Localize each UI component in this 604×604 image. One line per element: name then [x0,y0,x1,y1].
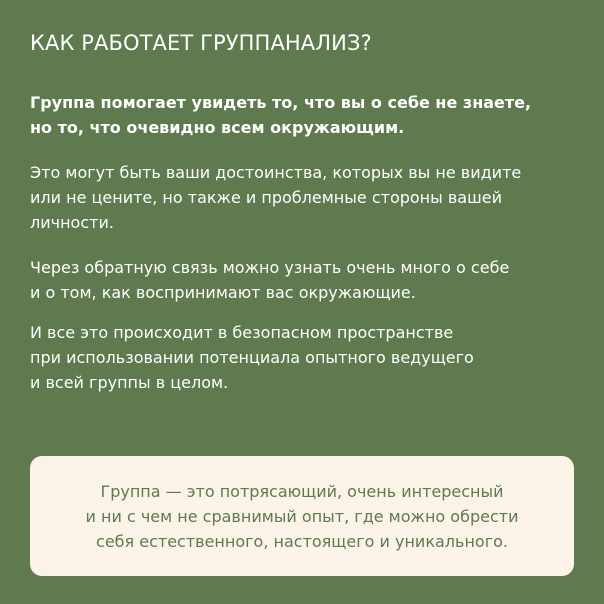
quote-line: Группа — это потрясающий, очень интересный [100,481,504,501]
paragraph-line: или не цените, но также и проблемные стороны вашей [30,188,502,207]
paragraph-line: И все это происходит в безопасном пространстве [30,323,454,342]
lead-paragraph [30,90,531,140]
lead-line: но то, что очевидно всем окружающим. [30,118,405,137]
paragraph-feedback [30,255,509,305]
page-title: КАК РАБОТАЕТ ГРУППАНАЛИЗ? [30,31,372,55]
paragraph-safe-space [30,320,474,395]
paragraph-strengths [30,160,521,235]
paragraph-line: Через обратную связь можно узнать очень много о себе [30,258,510,277]
quote-line: и ни с чем не сравнимый опыт, где можно обрести [85,506,519,526]
paragraph-line: и о том, как воспринимают вас окружающие. [30,283,416,302]
quote-line: себя естественного, настоящего и уникального. [96,531,508,551]
paragraph-line: Это могут быть ваши достоинства, которых вы не видите [30,163,522,182]
lead-line: Группа помогает увидеть то, что вы о себе не знаете, [30,93,532,112]
paragraph-line: при использовании потенциала опытного ведущего [30,348,474,367]
paragraph-line: и всей группы в целом. [30,373,229,392]
quote-card [30,456,574,576]
paragraph-line: личности. [30,213,114,232]
